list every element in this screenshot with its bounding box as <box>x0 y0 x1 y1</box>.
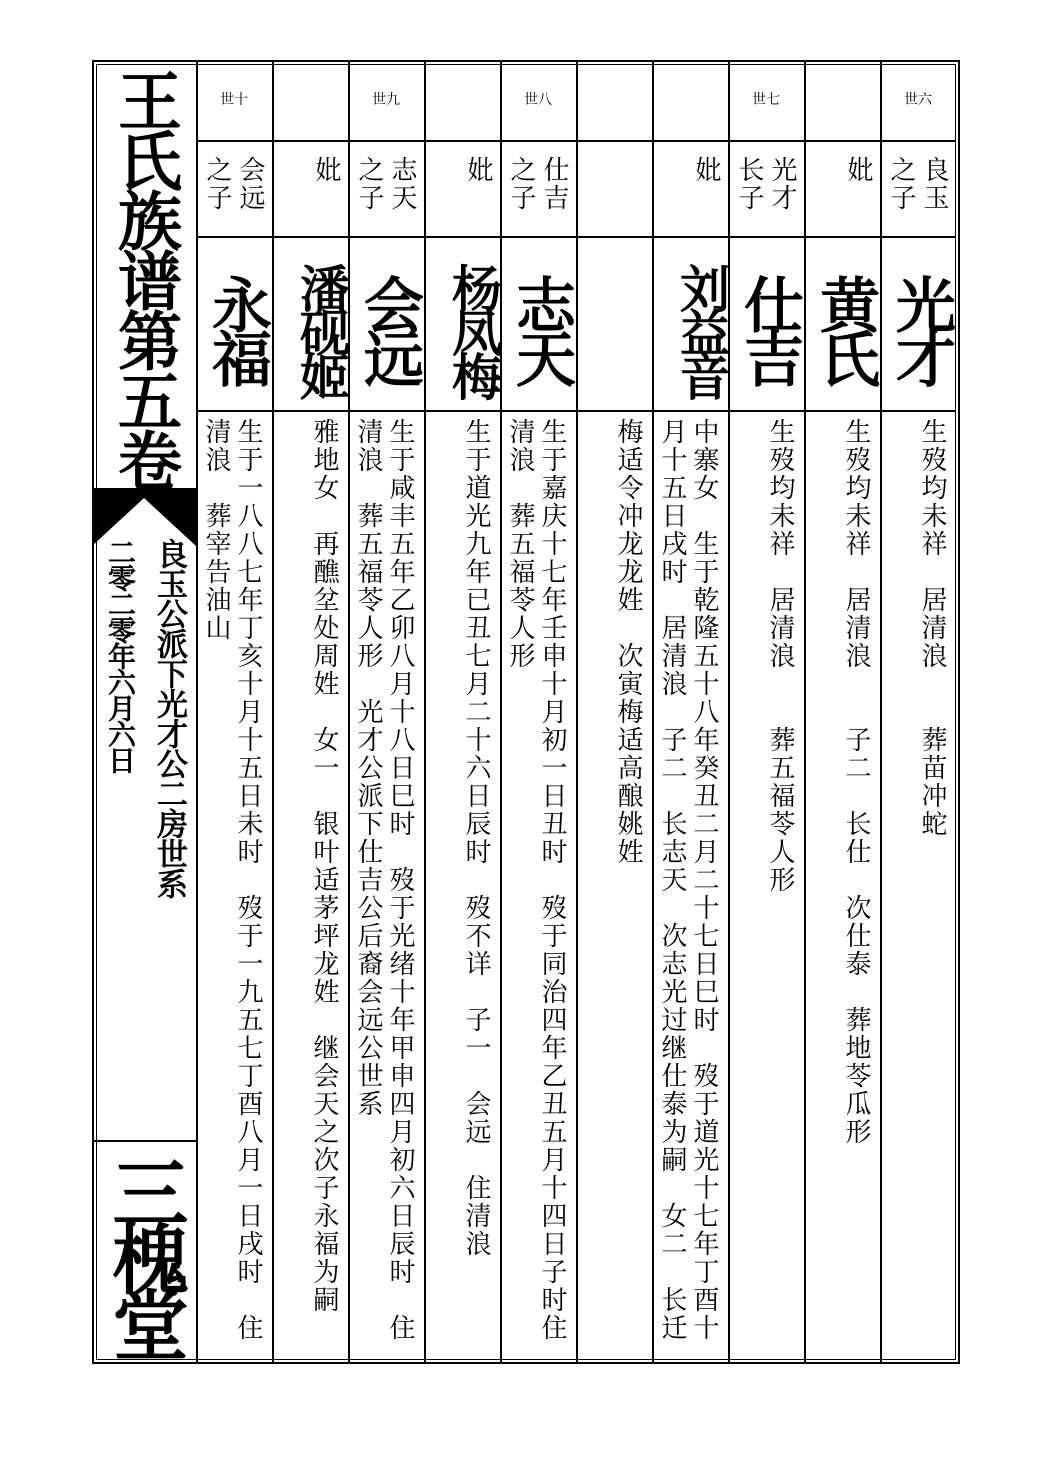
generation-label <box>576 80 652 120</box>
relation-label: 仕吉之子 <box>506 156 569 212</box>
genealogy-column <box>348 60 424 1362</box>
relation-label: 妣 <box>463 156 493 184</box>
column-divider <box>804 60 806 1362</box>
relation-label: 会远之子 <box>202 156 265 212</box>
title-panel <box>92 60 198 1362</box>
column-divider <box>500 60 502 1362</box>
person-biography: 生于咸丰五年乙卯八月十八日巳时 歿于光绪十年甲申四月初六日辰时 住清浪 葬五福苓人形 光才公派下仕吉公后裔会远公世系 <box>353 418 415 1342</box>
person-name: 仕吉 <box>734 274 804 382</box>
relation-label: 妣 <box>311 156 341 184</box>
relation-label: 良玉之子 <box>886 156 949 212</box>
person-biography: 梅适令冲龙龙姓 次寅梅适高酿姚姓 <box>613 418 643 866</box>
person-name: 黄氏 <box>810 274 880 382</box>
column-divider <box>424 60 426 1362</box>
column-divider <box>348 60 350 1362</box>
person-name: 光才 <box>886 274 956 382</box>
genealogy-column <box>196 60 272 1362</box>
generation-label: 世七 <box>752 92 780 108</box>
person-name: 刘益音 <box>672 263 731 395</box>
genealogy-page <box>92 60 958 1362</box>
genealogy-column <box>576 60 652 1362</box>
person-biography: 生歿均未祥 居清浪 葬苗冲蛇 <box>917 418 947 838</box>
person-biography: 生于嘉庆十七年壬申十月初一日丑时 歿于同治四年乙丑五月十四日子时住清浪 葬五福苓人形 <box>505 418 567 1342</box>
column-divider <box>576 60 578 1362</box>
column-divider <box>272 60 274 1362</box>
genealogy-column <box>424 60 503 1362</box>
column-divider <box>880 60 882 1362</box>
hall-name: 三槐堂 <box>100 1154 189 1352</box>
column-divider <box>652 60 654 1362</box>
genealogy-column <box>500 60 576 1362</box>
relation-label: 光才长子 <box>734 156 797 212</box>
genealogy-column <box>728 60 804 1362</box>
person-name: 杨凤梅 <box>444 263 503 395</box>
person-name: 会远 <box>354 274 424 382</box>
generation-label: 世六 <box>904 92 932 108</box>
edition-date: 二零二零年六月六日 <box>104 538 137 772</box>
person-name: 永福 <box>202 274 272 382</box>
generation-label: 世十 <box>220 92 248 108</box>
person-biography: 雅地女 再醮坌处周姓 女一 银叶适茅坪龙姓 继会天之次子永福为嗣 <box>309 418 339 1314</box>
relation-row-divider <box>196 236 956 238</box>
generation-label <box>652 80 728 120</box>
generation-row-divider <box>196 140 956 142</box>
lineage-title: 良玉公派下光才公二房世系 <box>151 538 187 898</box>
generation-label: 世九 <box>372 92 400 108</box>
person-biography: 生于一八八七年丁亥十月十五日未时 歿于一九五七丁酉八月一日戌时 住清浪 葬宰告油山 <box>201 418 263 1342</box>
genealogy-column <box>880 60 956 1362</box>
generation-label <box>424 80 500 120</box>
person-biography: 生歿均未祥 居清浪 子二 长仕 次仕泰 葬地苓瓜形 <box>841 418 871 1146</box>
person-name: 志天 <box>506 274 576 382</box>
person-biography: 中寨女 生于乾隆五十八年癸丑二月二十七日巳时 歿于道光十七年丁酉十月十五日戌时 居清浪 子二 长志天 次志光过继仕泰为嗣 女二 长迁 <box>657 418 719 1342</box>
generation-label <box>272 80 348 120</box>
person-biography: 生歿均未祥 居清浪 葬五福苓人形 <box>765 418 795 894</box>
generation-label: 世八 <box>524 92 552 108</box>
person-name: 潘砚姬 <box>292 263 351 395</box>
genealogy-column <box>652 60 731 1362</box>
generation-label <box>804 80 880 120</box>
person-biography: 生于道光九年已丑七月二十六日辰时 歿不详 子一 会远 住清浪 <box>461 418 491 1258</box>
book-title: 王氏族谱第五卷 <box>107 68 182 488</box>
column-divider <box>728 60 730 1362</box>
name-row-divider <box>196 410 956 412</box>
relation-label: 妣 <box>691 156 721 184</box>
relation-label: 志天之子 <box>354 156 417 212</box>
hall-divider <box>92 1140 196 1142</box>
genealogy-column <box>804 60 880 1362</box>
genealogy-column <box>272 60 351 1362</box>
relation-label: 妣 <box>843 156 873 184</box>
